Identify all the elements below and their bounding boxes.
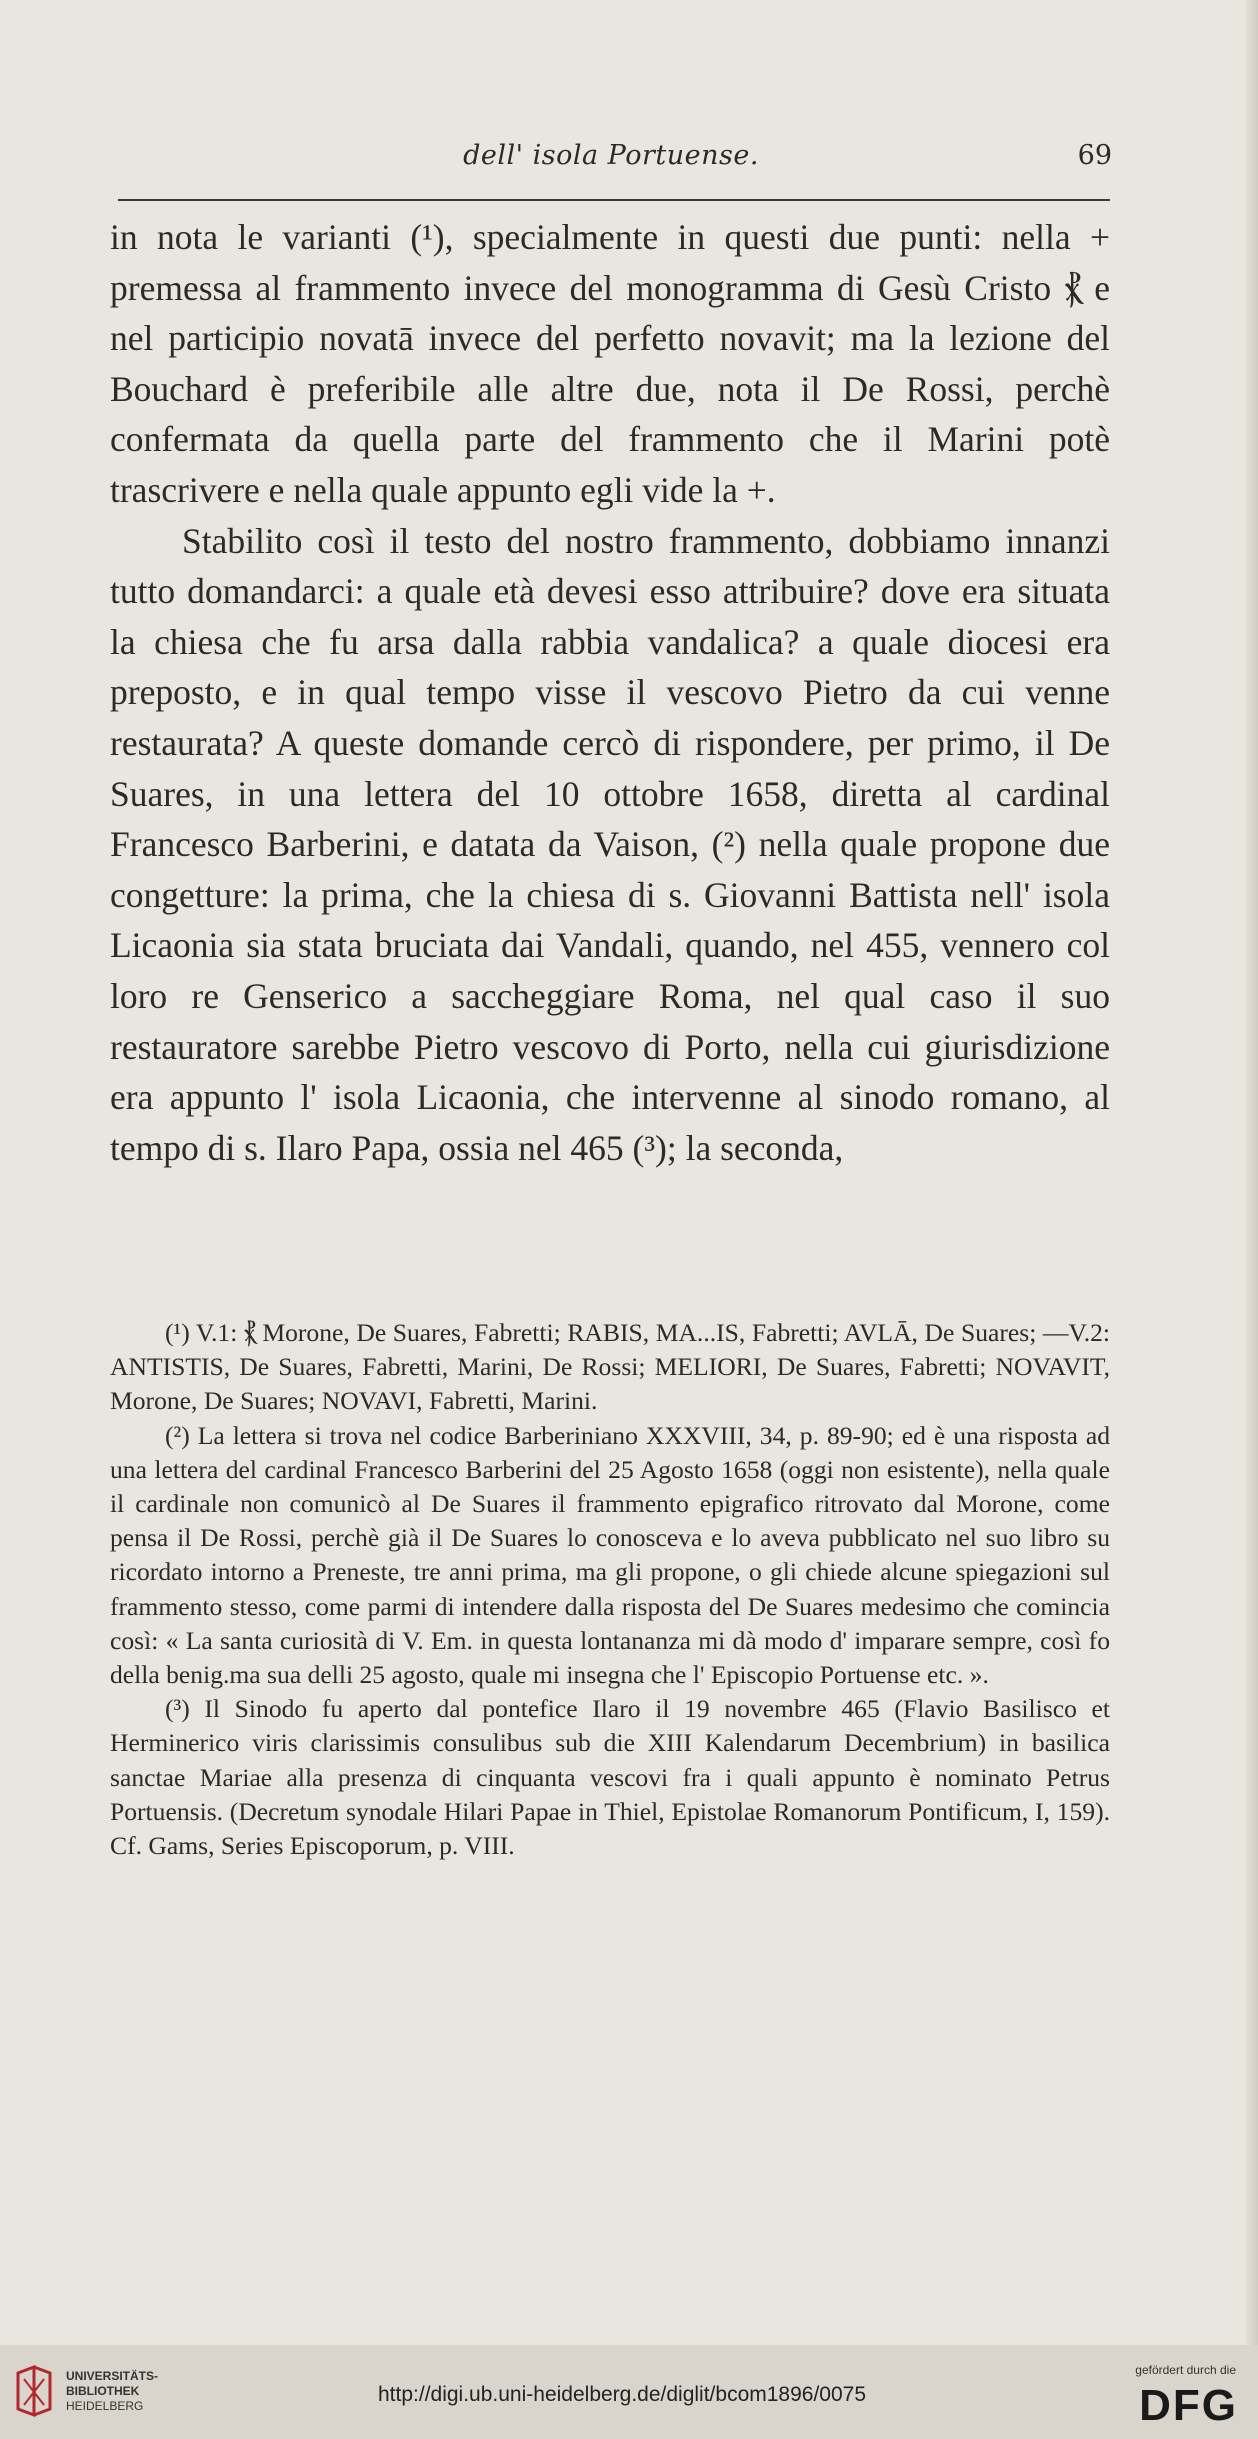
funding-caption: gefördert durch die bbox=[1135, 2363, 1236, 2377]
library-name-line2: BIBLIOTHEK bbox=[66, 2384, 140, 2398]
library-name-line3: HEIDELBERG bbox=[66, 2399, 144, 2413]
main-text bbox=[110, 212, 1110, 1173]
viewer-footer bbox=[0, 2345, 1258, 2439]
header-rule bbox=[118, 199, 1110, 201]
footnote-1: (¹) V.1: ⳩ Morone, De Suares, Fabretti; RABIS, MA...IS, Fabretti; AVLĀ, De Suares; —V.2: ANTISTIS, De Suares, Fabretti, Marini, De Rossi; MELIORI, De Suares, Fabretti; NOVAVIT, Morone, De Suares; NOVAVI, Fabretti, Marini. bbox=[110, 1318, 1110, 1416]
footnotes bbox=[110, 1316, 1110, 1863]
university-library-logo-icon bbox=[14, 2365, 54, 2419]
footnote-2: (²) La lettera si trova nel codice Barberiniano XXXVIII, 34, p. 89-90; ed è una risposta ad una lettera del cardinal Francesco Barberini del 25 Agosto 1658 (oggi non esistente), nella quale il cardinale non comunicò al De Suares il frammento epigrafico ritrovato dal Morone, come pensa il De Rossi, perchè già il De Suares lo conosceva e lo aveva pubblicato nel suo libro su ricordato intorno a Preneste, tre anni prima, ma gli propone, o gli chiede alcune spiegazioni sul frammento stesso, come parmi di intendere dalla risposta del De Suares medesimo che comincia così: « La santa curiosità di V. Em. in questa lontananza mi dà modo d' imparare sempre, così fo della benig.ma sua delli 25 agosto, quale mi insegna che l' Episcopio Portuense etc. ». bbox=[110, 1420, 1110, 1690]
page-number: 69 bbox=[1077, 140, 1112, 171]
page-header bbox=[110, 140, 1112, 180]
page-edge-shadow bbox=[1246, 0, 1258, 2345]
paragraph-1: in nota le varianti (¹), specialmente in questi due punti: nella + premessa al frammento invece del monogramma di Gesù Cristo ⳩ e nel participio novatā invece del perfetto novavit; ma la lezione del Bouchard è preferibile alle altre due, nota il De Rossi, perchè confermata da quella parte del frammento che il Marini potè trascrivere e nella quale appunto egli vide la +. bbox=[110, 217, 1110, 510]
dfg-logo: DFG bbox=[1139, 2381, 1238, 2430]
library-name bbox=[66, 2369, 158, 2414]
paragraph-2: Stabilito così il testo del nostro frammento, dobbiamo innanzi tutto domandarci: a quale età devesi esso attribuire? dove era situata la chiesa che fu arsa dalla rabbia vandalica? a quale diocesi era preposto, e in qual tempo visse il vescovo Pietro da cui venne restaurata? A queste domande cercò di rispondere, per primo, il De Suares, in una lettera del 10 ottobre 1658, diretta al cardinal Francesco Barberini, e datata da Vaison, (²) nella quale propone due congetture: la prima, che la chiesa di s. Giovanni Battista nell' isola Licaonia sia stata bruciata dai Vandali, quando, nel 455, vennero col loro re Genserico a saccheggiare Roma, nel qual caso il suo restauratore sarebbe Pietro vescovo di Porto, nella cui giurisdizione era appunto l' isola Licaonia, che intervenne al sinodo romano, al tempo di s. Ilaro Papa, ossia nel 465 (³); la seconda, bbox=[110, 520, 1110, 1168]
permalink-url[interactable]: http://digi.ub.uni-heidelberg.de/diglit/bcom1896/0075 bbox=[378, 2383, 867, 2406]
running-title: dell' isola Portuense. bbox=[463, 140, 759, 171]
library-name-line1: UNIVERSITÄTS- bbox=[66, 2369, 159, 2383]
footnote-3: (³) Il Sinodo fu aperto dal pontefice Ilaro il 19 novembre 465 (Flavio Basilisco et Herminerico viris clarissimis consulibus sub die XIII Kalendarum Decembrium) in basilica sanctae Mariae alla presenza di cinquanta vescovi fra i quali appunto è nominato Petrus Portuensis. (Decretum synodale Hilari Papae in Thiel, Epistolae Romanorum Pontificum, I, 159). Cf. Gams, Series Episcoporum, p. VIII. bbox=[110, 1694, 1110, 1861]
